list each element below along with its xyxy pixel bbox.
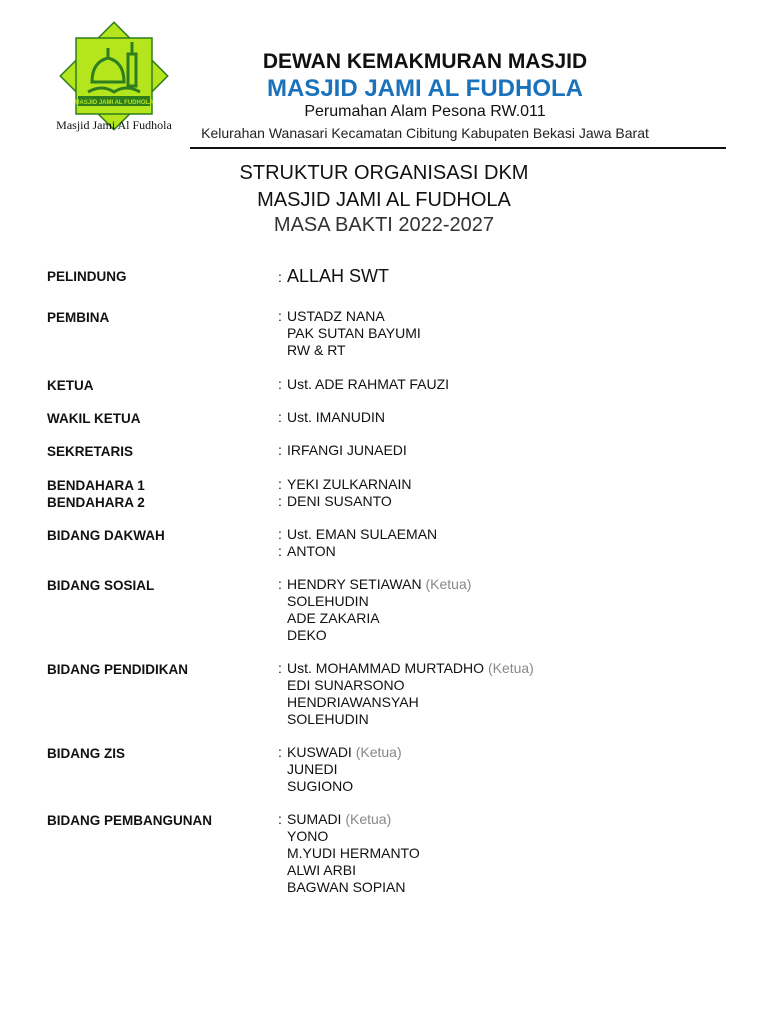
doc-title: STRUKTUR ORGANISASI DKM [239, 162, 529, 184]
member-name-text: SUMADI [287, 811, 342, 827]
mosque-logo [58, 20, 170, 132]
colon-separator: : [278, 269, 282, 285]
member-name [287, 576, 471, 592]
svg-text:MASJID JAMI AL FUDHOLA: MASJID JAMI AL FUDHOLA [74, 100, 154, 106]
member-name [287, 627, 327, 643]
member-name-text: YEKI ZULKARNAIN [287, 476, 412, 492]
member-name-text: Ust. IMANUDIN [287, 409, 385, 425]
role-label: BIDANG ZIS [47, 746, 126, 761]
member-name-text: Ust. ADE RAHMAT FAUZI [287, 376, 450, 392]
member-name-text: Ust. MOHAMMAD MURTADHO [287, 660, 485, 676]
member-name-text: RW & RT [287, 342, 346, 358]
member-name [287, 862, 356, 878]
member-name-text: EDI SUNARSONO [287, 677, 405, 693]
role-label: BENDAHARA 1 [47, 478, 145, 493]
member-name [287, 711, 369, 727]
member-name-text: ADE ZAKARIA [287, 610, 380, 626]
role-label: BENDAHARA 2 [47, 495, 145, 510]
member-name [287, 308, 385, 324]
colon-separator: : [278, 744, 282, 760]
role-label: SEKRETARIS [47, 444, 134, 459]
member-name-text: KUSWADI [287, 744, 352, 760]
colon-separator: : [278, 526, 282, 542]
role-label: WAKIL KETUA [47, 411, 141, 426]
role-label: KETUA [47, 378, 94, 393]
member-name-text: ALLAH SWT [287, 266, 390, 286]
member-name [287, 376, 449, 392]
member-name [287, 694, 419, 710]
member-name-text: YONO [287, 828, 329, 844]
role-note: (Ketua) [487, 660, 534, 676]
member-name [287, 879, 406, 895]
doc-period: MASA BAKTI 2022-2027 [273, 214, 495, 236]
member-name-text: JUNEDI [287, 761, 338, 777]
colon-separator: : [278, 442, 282, 458]
role-label: PEMBINA [47, 310, 110, 325]
member-name [287, 442, 407, 458]
member-name-text: SOLEHUDIN [287, 711, 369, 727]
member-name-text: HENDRY SETIAWAN [287, 576, 422, 592]
member-name [287, 325, 421, 341]
member-name-text: DEKO [287, 627, 327, 643]
role-label: BIDANG PENDIDIKAN [47, 662, 189, 677]
member-name-text: USTADZ NANA [287, 308, 385, 324]
member-name-text: SOLEHUDIN [287, 593, 369, 609]
role-label: BIDANG SOSIAL [47, 578, 155, 593]
role-label: BIDANG PEMBANGUNAN [47, 813, 212, 828]
colon-separator: : [278, 576, 282, 592]
role-label: PELINDUNG [47, 269, 127, 284]
role-note: (Ketua) [355, 744, 402, 760]
member-name [287, 593, 369, 609]
member-name [287, 778, 353, 794]
member-name-text: ALWI ARBI [287, 862, 356, 878]
colon-separator: : [278, 376, 282, 392]
colon-separator: : [278, 543, 282, 559]
logo-caption: Masjid Jami Al Fudhola [56, 118, 172, 132]
member-name [287, 761, 338, 777]
colon-separator: : [278, 660, 282, 676]
member-name-text: PAK SUTAN BAYUMI [287, 325, 421, 341]
member-name-text: IRFANGI JUNAEDI [287, 442, 407, 458]
address-line: Perumahan Alam Pesona RW.011 [304, 103, 546, 120]
doc-subtitle: MASJID JAMI AL FUDHOLA [257, 189, 511, 211]
colon-separator: : [278, 493, 282, 509]
role-note: (Ketua) [345, 811, 392, 827]
header-divider [190, 147, 726, 149]
member-name-text: BAGWAN SOPIAN [287, 879, 406, 895]
member-name-text: HENDRIAWANSYAH [287, 694, 419, 710]
member-name [287, 526, 437, 542]
member-name [287, 811, 391, 827]
colon-separator: : [278, 476, 282, 492]
org-name: DEWAN KEMAKMURAN MASJID [262, 50, 588, 73]
member-name [287, 476, 411, 492]
role-note: (Ketua) [425, 576, 472, 592]
member-name [287, 493, 392, 509]
member-name-text: SUGIONO [287, 778, 354, 794]
member-name-text: M.YUDI HERMANTO [287, 845, 420, 861]
colon-separator: : [278, 308, 282, 324]
role-label: BIDANG DAKWAH [47, 528, 165, 543]
colon-separator: : [278, 811, 282, 827]
address-region: Kelurahan Wanasari Kecamatan Cibitung Kabupaten Bekasi Jawa Barat [201, 125, 649, 141]
member-name [287, 660, 534, 676]
member-name [287, 677, 404, 693]
member-name [287, 266, 389, 287]
colon-separator: : [278, 409, 282, 425]
member-name [287, 610, 380, 626]
member-name-text: Ust. EMAN SULAEMAN [287, 526, 438, 542]
member-name [287, 744, 402, 760]
member-name [287, 342, 346, 358]
member-name [287, 409, 385, 425]
member-name [287, 543, 336, 559]
member-name [287, 845, 420, 861]
member-name [287, 828, 328, 844]
mosque-name: MASJID JAMI AL FUDHOLA [266, 75, 583, 102]
member-name-text: DENI SUSANTO [287, 493, 392, 509]
member-name-text: ANTON [287, 543, 336, 559]
